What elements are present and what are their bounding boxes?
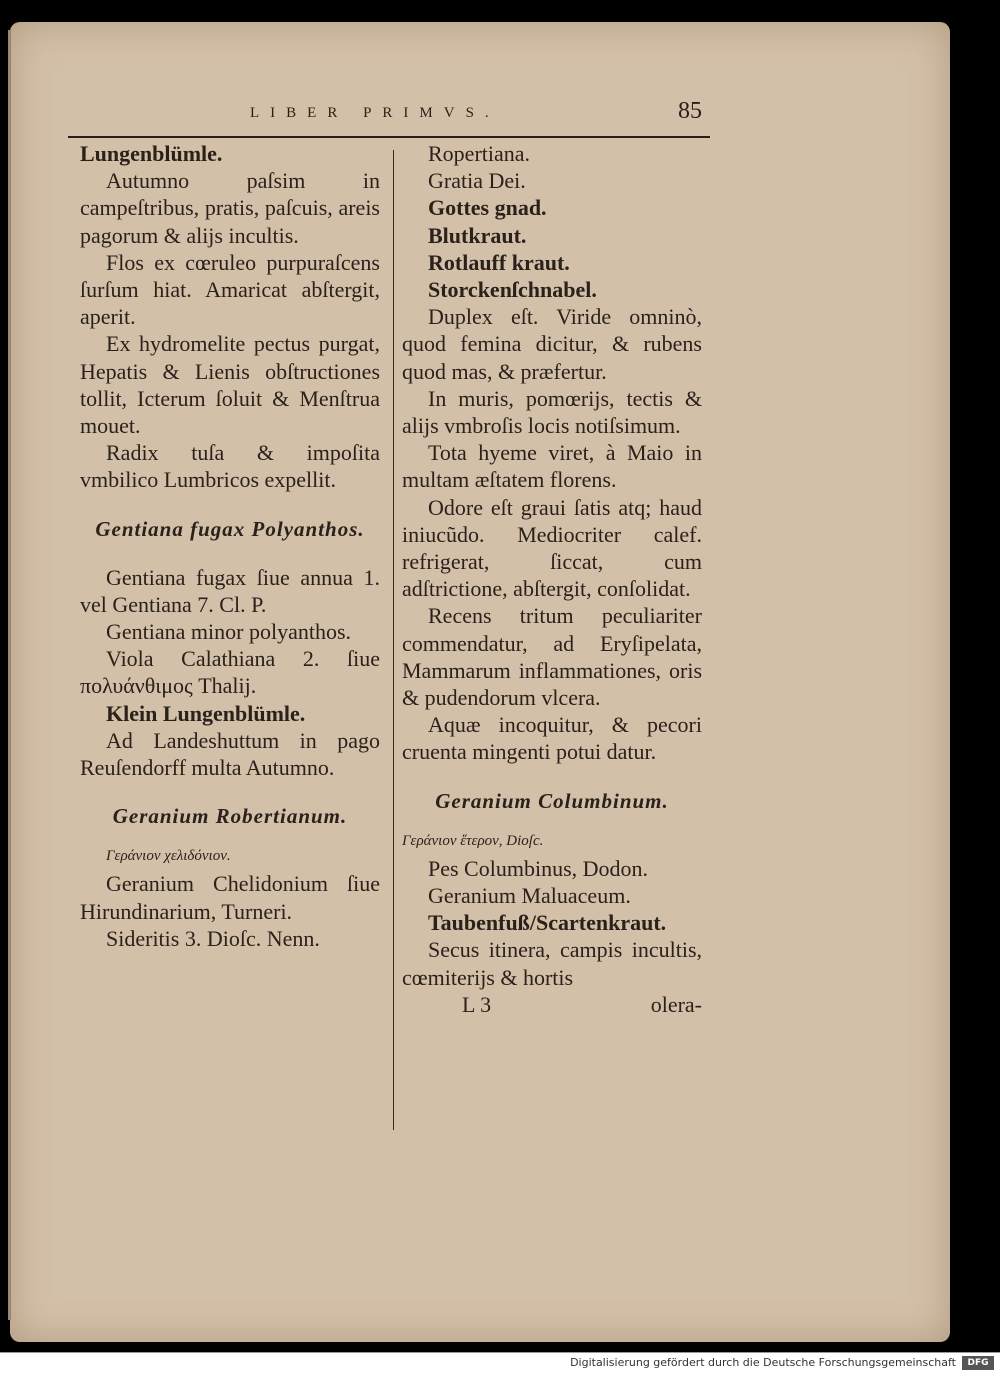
- section-heading: Geranium Robertianum.: [112, 804, 348, 829]
- dfg-logo: DFG: [962, 1356, 994, 1370]
- funding-notice: Digitalisierung gefördert durch die Deutsche Forschungsgemeinschaft: [570, 1356, 956, 1369]
- section-heading: Gentiana fugax Polyanthos.: [95, 516, 365, 541]
- paragraph: Gentiana minor polyanthos.: [106, 619, 352, 645]
- synonym: Ropertiana.: [428, 141, 531, 166]
- paragraph: Ex hydromelite pectus purgat, Hepatis & Lienis obſtructiones tollit, Icterum ſoluit & Menſtrua mouet.: [80, 331, 380, 439]
- paragraph: In muris, pomœrijs, tectis & alijs vmbroſis locis notiſsimum.: [402, 385, 702, 439]
- paragraph: Sideritis 3. Dioſc. Nenn.: [106, 925, 320, 951]
- page-edge: [8, 30, 11, 1320]
- running-head: LIBER PRIMVS.: [250, 105, 500, 121]
- paragraph: Recens tritum peculiariter commendatur, ad Eryſipelata, Mammarum inflammationes, oris & pudendorum vlcera.: [402, 603, 702, 711]
- right-column: [402, 140, 702, 1018]
- vernacular-name: Taubenfuß/Scartenkraut.: [428, 910, 667, 936]
- vernacular-name: Rotlauff kraut.: [428, 249, 570, 275]
- vernacular-name: Klein Lungenblümle.: [106, 700, 306, 726]
- paragraph: Odore eſt graui ſatis atq; haud iniucũdo. Mediocriter calef. refrigerat, ſiccat, cum adſtrictione, abſtergit, conſolidat.: [402, 494, 702, 602]
- vernacular-name: Gottes gnad.: [428, 195, 547, 221]
- page-number: 85: [678, 98, 702, 124]
- greek-synonym: Γεράνιον χελιδόνιον.: [106, 848, 231, 865]
- paragraph: Tota hyeme viret, à Maio in multam æſtatem florens.: [402, 440, 702, 493]
- left-column: [80, 140, 380, 952]
- vernacular-name: Storckenſchnabel.: [428, 277, 597, 303]
- catchline: [402, 991, 702, 1018]
- footer-bar: [0, 1352, 1000, 1374]
- paragraph: Geranium Chelidonium ſiue Hirundinarium, Turneri.: [80, 871, 380, 924]
- paragraph: Viola Calathiana 2. ſiue πολυάνθιμος Thalij.: [80, 646, 380, 699]
- paragraph: Gentiana fugax ſiue annua 1. vel Gentiana 7. Cl. P.: [80, 564, 380, 617]
- paragraph: Ad Landeshuttum in pago Reuſendorff multa Autumno.: [80, 727, 380, 781]
- paragraph: Aquæ incoquitur, & pecori cruenta mingenti potui datur.: [402, 712, 702, 765]
- vernacular-name: Lungenblümle.: [80, 141, 223, 166]
- catchword: olera-: [650, 991, 702, 1017]
- paragraph: Secus itinera, campis incultis, cœmiterijs & hortis: [402, 937, 702, 990]
- column-rule: [393, 150, 394, 1130]
- paragraph: Duplex eſt. Viride omninò, quod femina dicitur, & rubens quod mas, & præfertur.: [402, 304, 702, 384]
- paragraph: Autumno paſsim in campeſtribus, pratis, paſcuis, areis pagorum & alijs incultis.: [80, 168, 380, 248]
- synonym: Geranium Maluaceum.: [428, 883, 631, 909]
- paragraph: Radix tuſa & impoſita vmbilico Lumbricos expellit.: [80, 440, 380, 493]
- synonym: Gratia Dei.: [428, 168, 526, 194]
- section-heading: Geranium Columbinum.: [435, 788, 669, 813]
- synonym: Pes Columbinus, Dodon.: [428, 855, 649, 881]
- header-rule: [68, 136, 710, 138]
- vernacular-name: Blutkraut.: [428, 222, 527, 248]
- signature-mark: L 3: [462, 991, 492, 1017]
- paragraph: Flos ex cœruleo purpuraſcens ſurſum hiat. Amaricat abſtergit, aperit.: [80, 249, 380, 330]
- greek-synonym: Γεράνιον ἕτερον, Dioſc.: [402, 832, 544, 849]
